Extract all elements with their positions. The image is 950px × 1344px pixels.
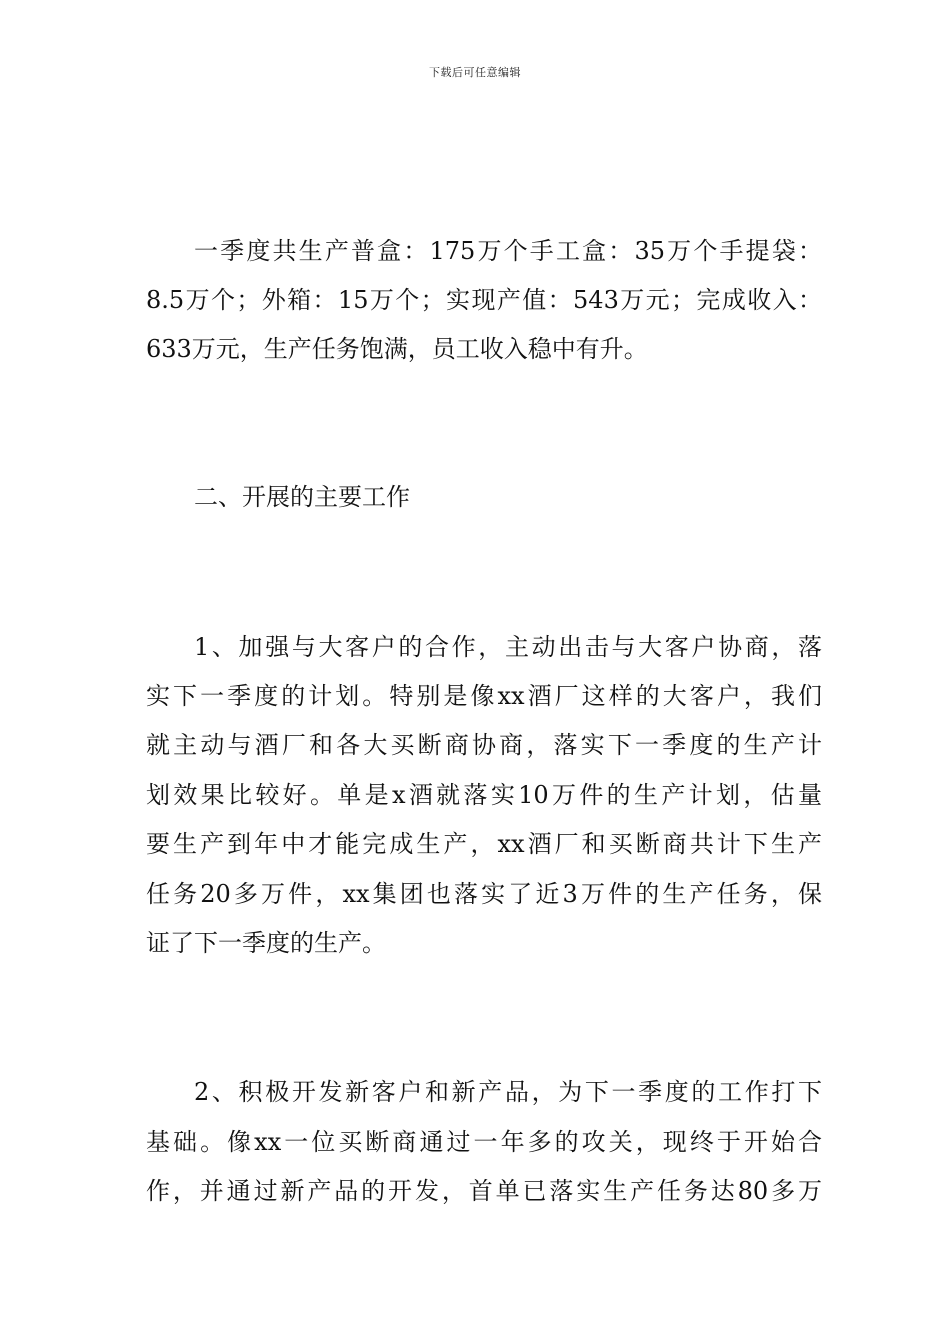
text-line: 证了下一季度的生产。	[146, 929, 386, 957]
text-line: 就主动与酒厂和各大买断商协商，落实下一季度的生产计	[146, 731, 822, 759]
text-line: 1、加强与大客户的合作，主动出击与大客户协商，落	[194, 633, 822, 661]
page-header-note: 下载后可任意编辑	[429, 66, 521, 79]
text-line: 8.5万个；外箱：15万个；实现产值：543万元；完成收入：	[146, 286, 822, 314]
heading-line: 二、开展的主要工作	[194, 483, 410, 511]
text-line: 633万元，生产任务饱满，员工收入稳中有升。	[146, 335, 648, 363]
text-line: 划效果比较好。单是x酒就落实10万件的生产计划，估量	[146, 781, 822, 809]
text-line: 一季度共生产普盒：175万个手工盒：35万个手提袋：	[194, 237, 822, 265]
text-line: 基础。像xx一位买断商通过一年多的攻关，现终于开始合	[146, 1128, 822, 1156]
text-line: 任务20多万件，xx集团也落实了近3万件的生产任务，保	[146, 880, 822, 908]
text-line: 作，并通过新产品的开发，首单已落实生产任务达80多万	[146, 1177, 822, 1205]
text-line: 2、积极开发新客户和新产品，为下一季度的工作打下	[194, 1078, 822, 1106]
text-line: 实下一季度的计划。特别是像xx酒厂这样的大客户，我们	[146, 682, 822, 710]
text-line: 要生产到年中才能完成生产，xx酒厂和买断商共计下生产	[146, 830, 822, 858]
